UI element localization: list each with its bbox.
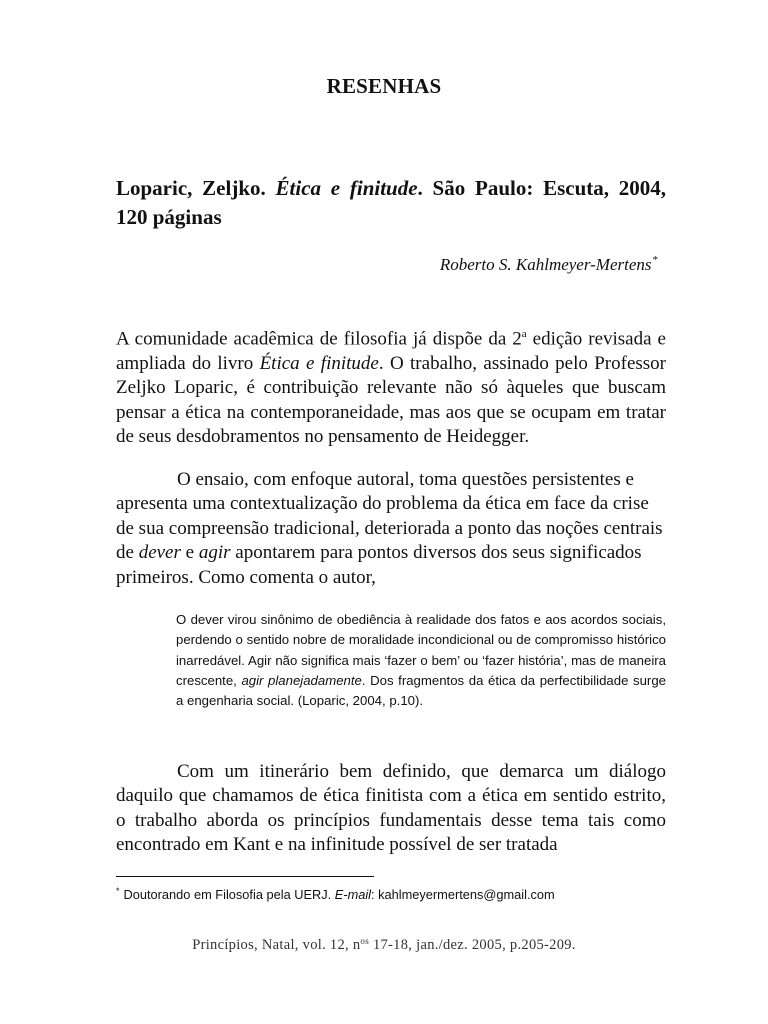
book-title-italic: Ética e finitude <box>275 176 418 200</box>
book-author: Loparic, Zeljko. <box>116 176 266 200</box>
paragraph-2 <box>116 468 666 590</box>
paragraph-2-part1: O ensaio, com enfoque autoral, toma questões persistentes e apresenta uma contextualização do problema da ética em face da crise de sua compreensão tradicional, deteriorada a ponto das noções centrais de <box>116 469 663 564</box>
paragraph-1-part1: A comunidade acadêmica de filosofia já dispõe da 2 <box>116 328 522 350</box>
paragraph-1-part2: edição revisada e ampliada do livro <box>116 328 666 374</box>
paragraph-3 <box>116 760 666 858</box>
paragraph-1-part3: . O trabalho, assinado pelo Professor Zeljko Loparic, é contribuição relevante não só àqueles que buscam pensar a ética na contemporaneidade, mas aos que se ocupam em tratar de seus desdobramentos no pensamento de Heidegger. <box>116 352 666 447</box>
paragraph-2-italic-agir: agir <box>198 542 231 564</box>
block-quote <box>176 610 666 711</box>
quote-italic: agir planejadamente <box>241 672 362 688</box>
book-citation <box>116 174 666 232</box>
footnote-text: Doutorando em Filosofia pela UERJ. <box>123 887 335 902</box>
footnote-divider <box>116 876 374 877</box>
paragraph-1-ordinal: a <box>521 328 527 340</box>
footnote-email-label: E-mail <box>334 887 372 902</box>
paragraph-2-italic-dever: dever <box>138 542 181 564</box>
footer-superscript: os <box>360 936 370 946</box>
footnote-email: : kahlmeyermertens@gmail.com <box>371 887 555 902</box>
reviewer-footnote-mark: * <box>652 254 658 266</box>
quote-part2: . Dos fragmentos da ética da perfectibilidade surge a engenharia social. (Loparic, 2004, p.10). <box>176 672 666 709</box>
paragraph-3-text: Com um itinerário bem definido, que demarca um diálogo daquilo que chamamos de ética finitista com a ética em sentido estrito, o trabalho aborda os princípios fundamentais desse tema tais como encontrado em Kant e na infinitude possível de ser tratada <box>116 761 666 856</box>
footer-part1: Princípios, Natal, vol. 12, n <box>192 937 361 953</box>
paragraph-2-part2: e <box>180 542 199 564</box>
page-footer <box>0 936 768 954</box>
book-publication: . São Paulo: Escuta, 2004, 120 páginas <box>116 176 667 229</box>
footnote <box>116 886 676 902</box>
paragraph-1 <box>116 322 666 449</box>
footnote-mark: * <box>116 886 120 896</box>
paragraph-2-part3: apontarem para pontos diversos dos seus significados primeiros. Como comenta o autor, <box>116 542 642 588</box>
footer-part2: 17-18, jan./dez. 2005, p.205-209. <box>369 937 576 953</box>
section-title: RESENHAS <box>326 74 442 98</box>
reviewer-name-text: Roberto S. Kahlmeyer-Mertens <box>439 255 652 274</box>
quote-part1: O dever virou sinônimo de obediência à realidade dos fatos e aos acordos sociais, perdendo o sentido nobre de moralidade incondicional ou de compromisso histórico inarredável. Agir não significa mais ‘fazer o bem’ ou ‘fazer história’, mas de maneira crescente, <box>176 612 666 688</box>
paragraph-1-italic: Ética e finitude <box>259 352 379 374</box>
reviewer-name <box>440 254 658 275</box>
